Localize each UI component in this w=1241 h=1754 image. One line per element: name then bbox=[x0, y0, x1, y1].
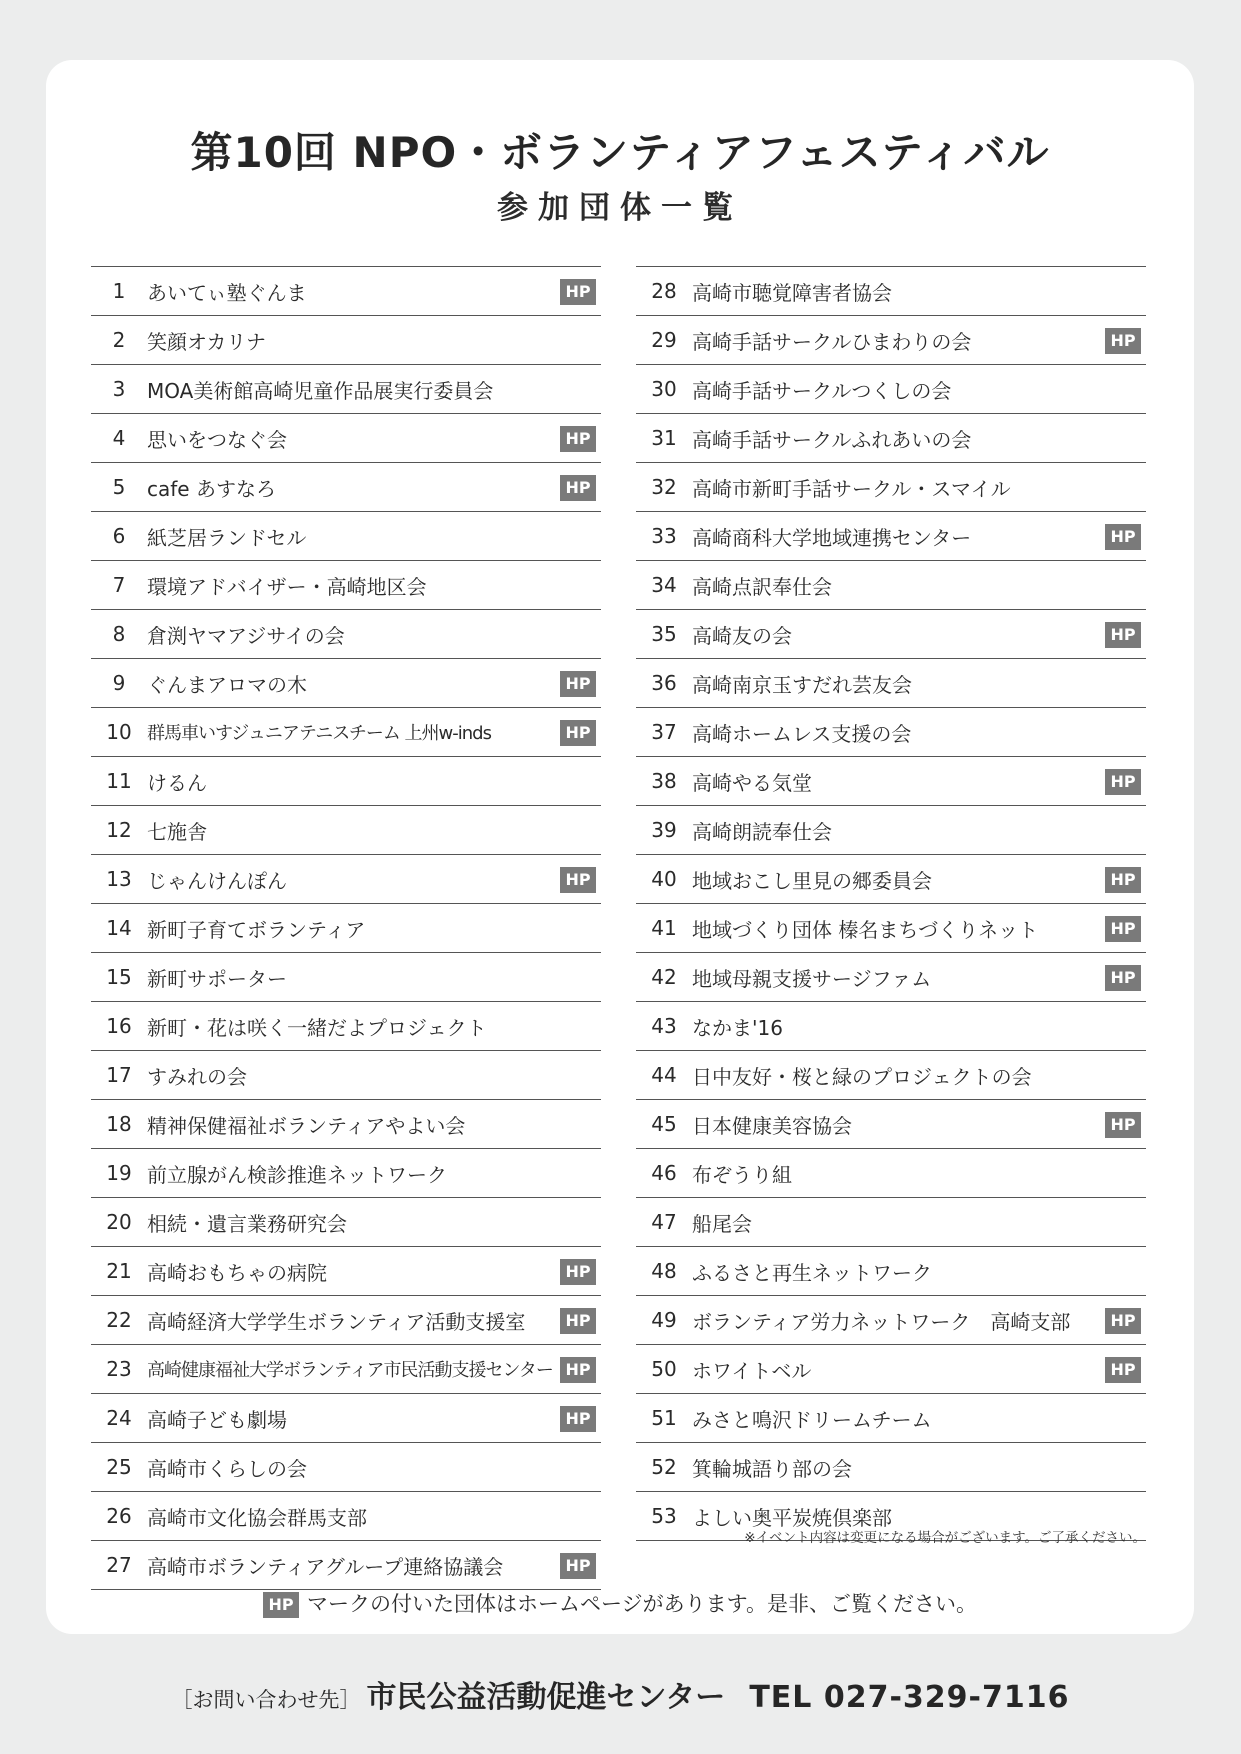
group-name: ホワイトベル bbox=[692, 1358, 812, 1383]
group-name: cafe あすなろ bbox=[147, 476, 276, 501]
group-name: 高崎市文化協会群馬支部 bbox=[147, 1505, 367, 1530]
group-row bbox=[636, 757, 1146, 806]
group-row bbox=[636, 855, 1146, 904]
hp-badge-icon: HP bbox=[560, 475, 596, 501]
group-name: 日中友好・桜と緑のプロジェクトの会 bbox=[692, 1064, 1032, 1089]
group-name: 高崎市新町手話サークル・スマイル bbox=[692, 476, 1011, 501]
group-row bbox=[636, 316, 1146, 365]
hp-badge-icon: HP bbox=[560, 1553, 596, 1579]
group-row bbox=[636, 512, 1146, 561]
group-number: 45 bbox=[651, 1112, 677, 1136]
hp-legend-text: マークの付いた団体はホームページがあります。是非、ご覧ください。 bbox=[307, 1592, 977, 1616]
group-row bbox=[636, 414, 1146, 463]
group-number: 39 bbox=[651, 818, 677, 842]
group-row bbox=[636, 904, 1146, 953]
group-row bbox=[636, 708, 1146, 757]
hp-badge-icon: HP bbox=[560, 1357, 596, 1383]
group-row bbox=[636, 463, 1146, 512]
group-row bbox=[91, 1443, 601, 1492]
group-name: 地域おこし里見の郷委員会 bbox=[692, 868, 932, 893]
hp-badge-icon: HP bbox=[560, 720, 596, 746]
group-number: 49 bbox=[651, 1308, 677, 1332]
group-name: 高崎経済大学学生ボランティア活動支援室 bbox=[147, 1309, 526, 1334]
center-name: 市民公益活動促進センター bbox=[366, 1680, 726, 1715]
group-name: 高崎おもちゃの病院 bbox=[147, 1260, 327, 1285]
group-number: 51 bbox=[651, 1406, 677, 1430]
group-row bbox=[91, 1296, 601, 1345]
hp-badge-icon: HP bbox=[1105, 1308, 1141, 1334]
group-name: 環境アドバイザー・高崎地区会 bbox=[147, 574, 427, 599]
group-name: 笑顔オカリナ bbox=[147, 329, 266, 354]
group-number: 32 bbox=[651, 475, 677, 499]
group-number: 44 bbox=[651, 1063, 677, 1087]
group-number: 53 bbox=[651, 1504, 677, 1528]
group-row bbox=[636, 1247, 1146, 1296]
hp-badge-icon: HP bbox=[1105, 328, 1141, 354]
group-number: 19 bbox=[106, 1161, 132, 1185]
group-row bbox=[636, 953, 1146, 1002]
group-name: 高崎手話サークルつくしの会 bbox=[692, 378, 952, 403]
group-name: 前立腺がん検診推進ネットワーク bbox=[147, 1162, 447, 1187]
group-number: 17 bbox=[106, 1063, 132, 1087]
contact-footer bbox=[0, 1672, 1241, 1716]
group-number: 30 bbox=[651, 377, 677, 401]
group-row bbox=[91, 904, 601, 953]
group-name: ぐんまアロマの木 bbox=[147, 672, 307, 697]
group-name: じゃんけんぽん bbox=[147, 868, 287, 893]
group-name: 箕輪城語り部の会 bbox=[692, 1456, 852, 1481]
group-row bbox=[91, 1198, 601, 1247]
hp-badge-icon: HP bbox=[1105, 524, 1141, 550]
contact-label: ［お問い合わせ先］ bbox=[171, 1688, 361, 1712]
hp-badge-icon: HP bbox=[1105, 1112, 1141, 1138]
group-row bbox=[636, 1345, 1146, 1394]
hp-badge-icon: HP bbox=[1105, 1357, 1141, 1383]
group-number: 42 bbox=[651, 965, 677, 989]
hp-badge-icon: HP bbox=[560, 1406, 596, 1432]
group-name: 布ぞうり組 bbox=[692, 1162, 792, 1187]
group-row bbox=[91, 463, 601, 512]
group-name: 高崎友の会 bbox=[692, 623, 792, 648]
group-number: 46 bbox=[651, 1161, 677, 1185]
group-row bbox=[91, 1492, 601, 1541]
group-name: 船尾会 bbox=[692, 1211, 752, 1236]
group-row bbox=[91, 414, 601, 463]
group-name: 高崎商科大学地域連携センター bbox=[692, 525, 972, 550]
group-name: 高崎市ボランティアグループ連絡協議会 bbox=[147, 1554, 504, 1579]
page-subtitle: 参加団体一覧 bbox=[497, 190, 743, 226]
hp-badge-icon: HP bbox=[263, 1592, 299, 1618]
group-row bbox=[91, 266, 601, 316]
phone-number: TEL 027-329-7116 bbox=[749, 1680, 1070, 1715]
group-row bbox=[91, 659, 601, 708]
group-row bbox=[91, 365, 601, 414]
group-number: 25 bbox=[106, 1455, 132, 1479]
group-row bbox=[91, 757, 601, 806]
group-name: 精神保健福祉ボランティアやよい会 bbox=[147, 1113, 466, 1138]
group-number: 21 bbox=[106, 1259, 132, 1283]
page-title: 第10回 NPO・ボランティアフェスティバル bbox=[190, 128, 1050, 177]
group-number: 52 bbox=[651, 1455, 677, 1479]
group-number: 36 bbox=[651, 671, 677, 695]
group-row bbox=[91, 512, 601, 561]
group-name: 高崎やる気堂 bbox=[692, 770, 812, 795]
group-number: 43 bbox=[651, 1014, 677, 1038]
hp-badge-icon: HP bbox=[1105, 965, 1141, 991]
group-number: 41 bbox=[651, 916, 677, 940]
group-name: あいてぃ塾ぐんま bbox=[147, 280, 307, 305]
hp-badge-icon: HP bbox=[560, 1259, 596, 1285]
group-row bbox=[91, 1394, 601, 1443]
group-row bbox=[91, 1149, 601, 1198]
group-number: 13 bbox=[106, 867, 132, 891]
hp-badge-icon: HP bbox=[560, 279, 596, 305]
group-number: 26 bbox=[106, 1504, 132, 1528]
group-number: 2 bbox=[112, 328, 126, 352]
hp-badge-icon: HP bbox=[560, 867, 596, 893]
group-name: ふるさと再生ネットワーク bbox=[692, 1260, 932, 1285]
group-name: 地域母親支援サージファム bbox=[692, 966, 932, 991]
group-row bbox=[636, 806, 1146, 855]
group-name: 高崎点訳奉仕会 bbox=[692, 574, 832, 599]
flyer-card bbox=[46, 60, 1194, 1634]
group-row bbox=[91, 855, 601, 904]
group-name: 高崎ホームレス支援の会 bbox=[692, 721, 912, 746]
group-number: 50 bbox=[651, 1357, 677, 1381]
group-row bbox=[91, 561, 601, 610]
group-number: 14 bbox=[106, 916, 132, 940]
group-name: 新町・花は咲く一緒だよプロジェクト bbox=[147, 1015, 487, 1040]
group-name: 地域づくり団体 榛名まちづくりネット bbox=[692, 917, 1039, 942]
group-number: 12 bbox=[106, 818, 132, 842]
hp-badge-icon: HP bbox=[560, 426, 596, 452]
group-row bbox=[91, 1051, 601, 1100]
group-row bbox=[91, 1345, 601, 1394]
group-number: 23 bbox=[106, 1357, 132, 1381]
group-row bbox=[636, 561, 1146, 610]
group-row bbox=[636, 610, 1146, 659]
group-row bbox=[91, 708, 601, 757]
group-number: 5 bbox=[112, 475, 126, 499]
group-row bbox=[636, 1198, 1146, 1247]
group-row bbox=[636, 1100, 1146, 1149]
group-row bbox=[91, 1541, 601, 1590]
group-row bbox=[636, 266, 1146, 316]
group-number: 8 bbox=[112, 622, 126, 646]
group-name: 七施舎 bbox=[147, 819, 207, 844]
group-name: 高崎手話サークルふれあいの会 bbox=[692, 427, 972, 452]
hp-badge-icon: HP bbox=[1105, 867, 1141, 893]
hp-badge-icon: HP bbox=[560, 1308, 596, 1334]
group-name: 日本健康美容協会 bbox=[692, 1113, 852, 1138]
group-row bbox=[636, 365, 1146, 414]
group-number: 6 bbox=[112, 524, 126, 548]
group-number: 1 bbox=[112, 279, 126, 303]
group-row bbox=[636, 1051, 1146, 1100]
group-name: 新町子育てボランティア bbox=[147, 917, 366, 942]
group-row bbox=[91, 610, 601, 659]
group-row bbox=[636, 1002, 1146, 1051]
group-row bbox=[636, 1443, 1146, 1492]
group-number: 28 bbox=[651, 279, 677, 303]
group-number: 15 bbox=[106, 965, 132, 989]
group-number: 16 bbox=[106, 1014, 132, 1038]
group-number: 3 bbox=[112, 377, 126, 401]
hp-legend bbox=[46, 1588, 1194, 1618]
group-list-left bbox=[91, 266, 601, 1590]
group-number: 48 bbox=[651, 1259, 677, 1283]
group-name: なかま'16 bbox=[692, 1015, 783, 1040]
group-row bbox=[636, 1149, 1146, 1198]
group-name: すみれの会 bbox=[147, 1064, 247, 1089]
group-row bbox=[91, 1247, 601, 1296]
group-name: 相続・遺言業務研究会 bbox=[147, 1211, 347, 1236]
group-name: 高崎健康福祉大学ボランティア市民活動支援センター bbox=[147, 1360, 553, 1381]
group-number: 27 bbox=[106, 1553, 132, 1577]
group-number: 29 bbox=[651, 328, 677, 352]
group-number: 10 bbox=[106, 720, 132, 744]
group-row bbox=[91, 316, 601, 365]
group-number: 37 bbox=[651, 720, 677, 744]
group-number: 35 bbox=[651, 622, 677, 646]
group-row bbox=[636, 659, 1146, 708]
group-name: 高崎朗読奉仕会 bbox=[692, 819, 832, 844]
group-name: 倉渕ヤマアジサイの会 bbox=[147, 623, 345, 648]
group-number: 7 bbox=[112, 573, 126, 597]
hp-badge-icon: HP bbox=[560, 671, 596, 697]
group-name: 高崎子ども劇場 bbox=[147, 1407, 287, 1432]
hp-badge-icon: HP bbox=[1105, 622, 1141, 648]
group-row bbox=[91, 1002, 601, 1051]
group-number: 18 bbox=[106, 1112, 132, 1136]
hp-badge-icon: HP bbox=[1105, 916, 1141, 942]
group-name: 紙芝居ランドセル bbox=[147, 525, 307, 550]
hp-badge-icon: HP bbox=[1105, 769, 1141, 795]
group-name: けるん bbox=[147, 770, 207, 795]
group-number: 38 bbox=[651, 769, 677, 793]
group-row bbox=[636, 1296, 1146, 1345]
change-notice: ※イベント内容は変更になる場合がございます。ご了承ください。 bbox=[744, 1530, 1146, 1546]
group-row bbox=[91, 953, 601, 1002]
group-name: よしい奥平炭焼倶楽部 bbox=[692, 1505, 892, 1530]
group-name: ボランティア労力ネットワーク 高崎支部 bbox=[692, 1309, 1071, 1334]
group-number: 11 bbox=[106, 769, 132, 793]
group-row bbox=[91, 1100, 601, 1149]
group-number: 33 bbox=[651, 524, 677, 548]
group-number: 22 bbox=[106, 1308, 132, 1332]
group-name: 高崎市聴覚障害者協会 bbox=[692, 280, 892, 305]
group-number: 4 bbox=[112, 426, 126, 450]
group-name: 高崎南京玉すだれ芸友会 bbox=[692, 672, 912, 697]
group-row bbox=[636, 1394, 1146, 1443]
group-row bbox=[91, 806, 601, 855]
group-number: 9 bbox=[112, 671, 126, 695]
group-name: MOA美術館高崎児童作品展実行委員会 bbox=[147, 378, 494, 403]
group-list-right bbox=[636, 266, 1146, 1541]
group-name: 思いをつなぐ会 bbox=[147, 427, 287, 452]
group-number: 34 bbox=[651, 573, 677, 597]
group-number: 47 bbox=[651, 1210, 677, 1234]
group-name: 新町サポーター bbox=[147, 966, 287, 991]
group-name: 高崎手話サークルひまわりの会 bbox=[692, 329, 972, 354]
group-number: 40 bbox=[651, 867, 677, 891]
group-name: みさと鳴沢ドリームチーム bbox=[692, 1407, 932, 1432]
group-number: 20 bbox=[106, 1210, 132, 1234]
group-name: 高崎市くらしの会 bbox=[147, 1456, 307, 1481]
group-number: 24 bbox=[106, 1406, 132, 1430]
group-number: 31 bbox=[651, 426, 677, 450]
group-name: 群馬車いすジュニアテニスチーム 上州w-inds bbox=[147, 723, 491, 744]
